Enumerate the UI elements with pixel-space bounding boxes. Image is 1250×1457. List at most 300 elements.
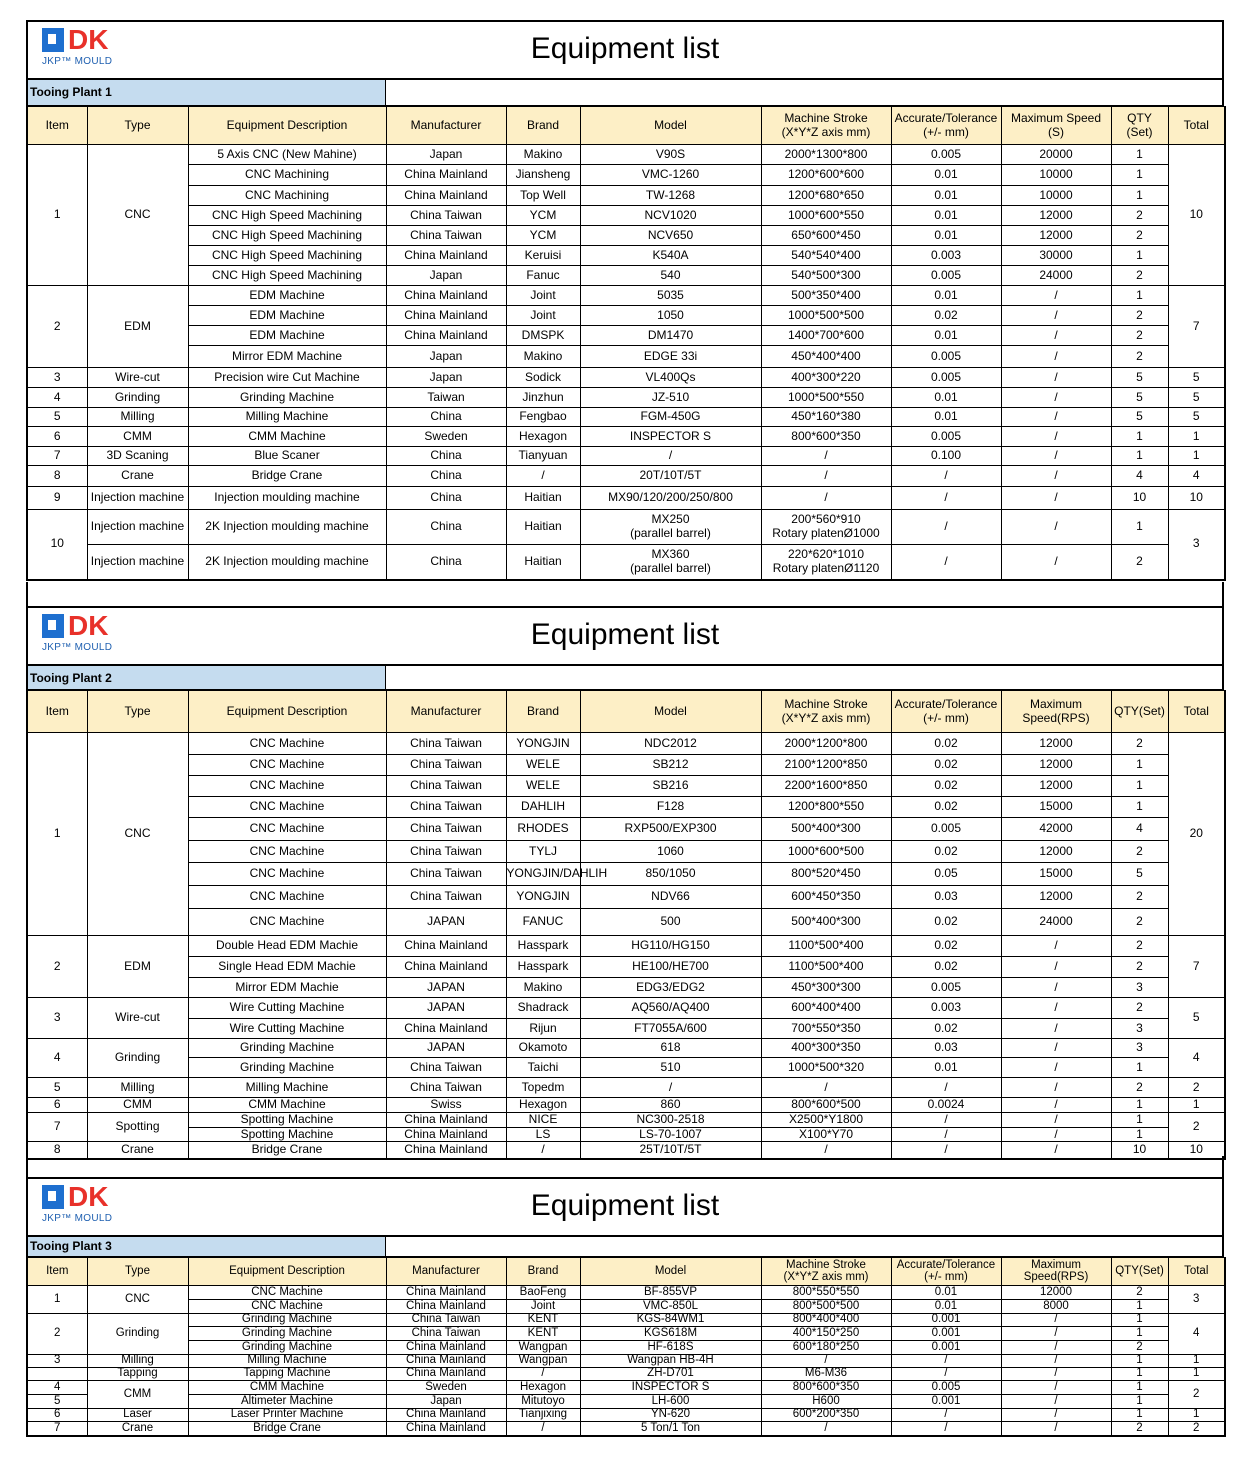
data-cell: NCV1020 bbox=[580, 206, 761, 226]
data-cell: 800*520*450 bbox=[761, 863, 891, 886]
data-cell: FT7055A/600 bbox=[580, 1019, 761, 1039]
column-header: Accurate/Tolerance (+/- mm) bbox=[891, 691, 1001, 733]
total-cell: 1 bbox=[1168, 1098, 1225, 1113]
table-row bbox=[27, 886, 1225, 909]
data-cell: / bbox=[1001, 388, 1111, 408]
column-header: Machine Stroke (X*Y*Z axis mm) bbox=[761, 1258, 891, 1286]
equipment-table-plant-1 bbox=[26, 106, 1226, 581]
table-row bbox=[27, 1368, 1225, 1381]
data-cell: 450*160*380 bbox=[761, 408, 891, 427]
data-cell: Grinding Machine bbox=[188, 1039, 386, 1058]
total-cell: 1 bbox=[1168, 427, 1225, 447]
data-cell: 2 bbox=[1111, 957, 1168, 978]
data-cell: 0.01 bbox=[891, 326, 1001, 346]
table-row bbox=[27, 368, 1225, 388]
column-header: Total bbox=[1168, 691, 1225, 733]
data-cell: 2 bbox=[1111, 886, 1168, 909]
item-number-cell: 4 bbox=[27, 1381, 87, 1395]
type-cell: CNC bbox=[87, 145, 188, 286]
type-cell: CNC bbox=[87, 1286, 188, 1314]
column-header: QTY(Set) bbox=[1111, 1258, 1168, 1286]
data-cell: 4 bbox=[1111, 466, 1168, 487]
data-cell: Wangpan HB-4H bbox=[580, 1355, 761, 1368]
column-header: Total bbox=[1168, 107, 1225, 145]
data-cell: 0.01 bbox=[891, 206, 1001, 226]
plant-2-label-row bbox=[26, 666, 1224, 690]
data-cell: Wire Cutting Machine bbox=[188, 998, 386, 1019]
header-1 bbox=[26, 20, 1224, 80]
column-header: Manufacturer bbox=[386, 107, 506, 145]
data-cell: 12000 bbox=[1001, 226, 1111, 246]
data-cell: / bbox=[1001, 1395, 1111, 1409]
data-cell: 5035 bbox=[580, 286, 761, 306]
type-cell: Spotting bbox=[87, 1112, 188, 1142]
data-cell: 1 bbox=[1111, 165, 1168, 186]
type-cell: CMM bbox=[87, 1098, 188, 1113]
data-cell: Milling Machine bbox=[188, 1078, 386, 1098]
page-title: Equipment list bbox=[530, 32, 720, 65]
column-header: Equipment Description bbox=[188, 107, 386, 145]
type-cell: Grinding bbox=[87, 388, 188, 408]
data-cell: YCM bbox=[506, 206, 580, 226]
column-header: Brand bbox=[506, 107, 580, 145]
data-cell: 0.001 bbox=[891, 1327, 1001, 1341]
data-cell: CNC Machine bbox=[188, 1286, 386, 1300]
plant-2-label: Tooing Plant 2 bbox=[28, 666, 386, 689]
column-header: Model bbox=[580, 1258, 761, 1286]
data-cell: 20T/10T/5T bbox=[580, 466, 761, 487]
data-cell: / bbox=[891, 1422, 1001, 1436]
data-cell: 220*620*1010 Rotary platenØ1120 bbox=[761, 545, 891, 580]
data-cell: Milling Machine bbox=[188, 1355, 386, 1368]
data-cell: / bbox=[761, 1422, 891, 1436]
item-number-cell: 4 bbox=[27, 1039, 87, 1078]
item-number-cell: 6 bbox=[27, 427, 87, 447]
data-cell: 0.01 bbox=[891, 165, 1001, 186]
data-cell: Fengbao bbox=[506, 408, 580, 427]
data-cell: / bbox=[891, 1409, 1001, 1422]
table-row bbox=[27, 447, 1225, 466]
data-cell: 1000*500*550 bbox=[761, 388, 891, 408]
type-cell: CMM bbox=[87, 427, 188, 447]
data-cell: / bbox=[891, 466, 1001, 487]
item-number-cell: 7 bbox=[27, 1422, 87, 1436]
data-cell: 0.02 bbox=[891, 909, 1001, 936]
data-cell: China Mainland bbox=[386, 186, 506, 206]
data-cell: China Taiwan bbox=[386, 1327, 506, 1341]
data-cell: China Taiwan bbox=[386, 776, 506, 797]
data-cell: Japan bbox=[386, 1395, 506, 1409]
data-cell: Injection machine bbox=[87, 545, 188, 580]
data-cell: CMM Machine bbox=[188, 427, 386, 447]
item-number-cell: 9 bbox=[27, 487, 87, 510]
table-row bbox=[27, 427, 1225, 447]
data-cell: 20000 bbox=[1001, 145, 1111, 165]
type-cell: CNC bbox=[87, 733, 188, 936]
data-cell: 1 bbox=[1111, 286, 1168, 306]
data-cell: 1 bbox=[1111, 1314, 1168, 1327]
table-row bbox=[27, 145, 1225, 165]
data-cell: LS bbox=[506, 1127, 580, 1142]
data-cell: AQ560/AQ400 bbox=[580, 998, 761, 1019]
header-2 bbox=[26, 606, 1224, 666]
data-cell: MX360 (parallel barrel) bbox=[580, 545, 761, 580]
data-cell: 4 bbox=[1111, 818, 1168, 841]
table-row bbox=[27, 1286, 1225, 1300]
data-cell: 12000 bbox=[1001, 206, 1111, 226]
data-cell: 2 bbox=[1111, 545, 1168, 580]
data-cell: 800*550*550 bbox=[761, 1286, 891, 1300]
data-cell: FGM-450G bbox=[580, 408, 761, 427]
total-cell: 20 bbox=[1168, 733, 1225, 936]
data-cell: 15000 bbox=[1001, 863, 1111, 886]
plant-3-label: Tooing Plant 3 bbox=[28, 1237, 386, 1256]
column-header: Model bbox=[580, 691, 761, 733]
data-cell: 400*300*220 bbox=[761, 368, 891, 388]
data-cell: 0.02 bbox=[891, 776, 1001, 797]
company-logo: DK JKP™ MOULD bbox=[42, 1181, 113, 1224]
data-cell: Haitian bbox=[506, 545, 580, 580]
data-cell: JAPAN bbox=[386, 909, 506, 936]
data-cell: LH-600 bbox=[580, 1395, 761, 1409]
data-cell: 5 bbox=[1111, 368, 1168, 388]
data-cell: / bbox=[891, 1112, 1001, 1127]
table-row bbox=[27, 1112, 1225, 1127]
data-cell: China bbox=[386, 466, 506, 487]
data-cell: / bbox=[761, 1078, 891, 1098]
data-cell: Keruisi bbox=[506, 246, 580, 266]
data-cell: RXP500/EXP300 bbox=[580, 818, 761, 841]
data-cell: / bbox=[506, 466, 580, 487]
data-cell: CNC Machine bbox=[188, 909, 386, 936]
total-cell: 5 bbox=[1168, 388, 1225, 408]
type-cell: EDM bbox=[87, 286, 188, 368]
data-cell: 0.02 bbox=[891, 755, 1001, 776]
data-cell: 10 bbox=[1111, 487, 1168, 510]
data-cell: / bbox=[1001, 545, 1111, 580]
type-cell: Grinding bbox=[87, 1314, 188, 1355]
data-cell: KENT bbox=[506, 1314, 580, 1327]
data-cell: CNC High Speed Machining bbox=[188, 246, 386, 266]
data-cell: Wangpan bbox=[506, 1355, 580, 1368]
data-cell: 0.01 bbox=[891, 226, 1001, 246]
data-cell: RHODES bbox=[506, 818, 580, 841]
data-cell: 0.100 bbox=[891, 447, 1001, 466]
plant-1-label-row bbox=[26, 80, 1224, 106]
data-cell: 0.02 bbox=[891, 733, 1001, 755]
data-cell: China Taiwan bbox=[386, 1314, 506, 1327]
data-cell: / bbox=[1001, 368, 1111, 388]
data-cell: CNC Machine bbox=[188, 776, 386, 797]
data-cell: Sodick bbox=[506, 368, 580, 388]
table-row bbox=[27, 1409, 1225, 1422]
data-cell: / bbox=[1001, 1058, 1111, 1078]
data-cell: Makino bbox=[506, 145, 580, 165]
column-header: Item bbox=[27, 107, 87, 145]
type-cell: Crane bbox=[87, 1422, 188, 1436]
data-cell: 1 bbox=[1111, 1355, 1168, 1368]
spacer bbox=[26, 1156, 1224, 1178]
data-cell: 2 bbox=[1111, 266, 1168, 286]
data-cell: Wangpan bbox=[506, 1341, 580, 1355]
data-cell: Jiansheng bbox=[506, 165, 580, 186]
data-cell: Fanuc bbox=[506, 266, 580, 286]
data-cell: INSPECTOR S bbox=[580, 427, 761, 447]
data-cell: M6-M36 bbox=[761, 1368, 891, 1381]
data-cell: / bbox=[1001, 487, 1111, 510]
data-cell: Mirror EDM Machine bbox=[188, 346, 386, 368]
data-cell: 500*400*300 bbox=[761, 909, 891, 936]
data-cell: 1 bbox=[1111, 1327, 1168, 1341]
data-cell: 0.003 bbox=[891, 246, 1001, 266]
data-cell: 25T/10T/5T bbox=[580, 1142, 761, 1159]
data-cell: Japan bbox=[386, 145, 506, 165]
data-cell: Top Well bbox=[506, 186, 580, 206]
data-cell: CNC High Speed Machining bbox=[188, 266, 386, 286]
type-cell: Crane bbox=[87, 1142, 188, 1159]
data-cell: China Mainland bbox=[386, 1300, 506, 1314]
data-cell: 1 bbox=[1111, 1058, 1168, 1078]
company-logo: DK JKP™ MOULD bbox=[42, 610, 113, 653]
table-row bbox=[27, 1300, 1225, 1314]
data-cell: 860 bbox=[580, 1098, 761, 1113]
data-cell: EDGE 33i bbox=[580, 346, 761, 368]
total-cell: 10 bbox=[1168, 487, 1225, 510]
data-cell: / bbox=[506, 1142, 580, 1159]
data-cell: EDM Machine bbox=[188, 326, 386, 346]
data-cell: Bridge Crane bbox=[188, 1422, 386, 1436]
item-number-cell: 7 bbox=[27, 1112, 87, 1142]
data-cell: Laser Printer Machine bbox=[188, 1409, 386, 1422]
item-number-cell bbox=[27, 1368, 87, 1381]
table-row bbox=[27, 206, 1225, 226]
data-cell: 10000 bbox=[1001, 186, 1111, 206]
data-cell: Taiwan bbox=[386, 388, 506, 408]
data-cell: 1 bbox=[1111, 1098, 1168, 1113]
column-header: Total bbox=[1168, 1258, 1225, 1286]
data-cell: 500*350*400 bbox=[761, 286, 891, 306]
data-cell: 3 bbox=[1111, 1039, 1168, 1058]
item-number-cell: 7 bbox=[27, 447, 87, 466]
data-cell: / bbox=[1001, 1127, 1111, 1142]
data-cell: Hasspark bbox=[506, 957, 580, 978]
page-title: Equipment list bbox=[530, 618, 720, 651]
data-cell: Makino bbox=[506, 978, 580, 998]
table-row bbox=[27, 1127, 1225, 1142]
data-cell: China Mainland bbox=[386, 1341, 506, 1355]
table-row bbox=[27, 487, 1225, 510]
column-header: Accurate/Tolerance (+/- mm) bbox=[891, 107, 1001, 145]
type-cell: Milling bbox=[87, 1355, 188, 1368]
total-cell: 5 bbox=[1168, 368, 1225, 388]
data-cell: 5 bbox=[1111, 863, 1168, 886]
column-header: Equipment Description bbox=[188, 1258, 386, 1286]
data-cell: China Taiwan bbox=[386, 797, 506, 818]
table-row bbox=[27, 466, 1225, 487]
item-number-cell: 10 bbox=[27, 510, 87, 580]
data-cell: 1400*700*600 bbox=[761, 326, 891, 346]
data-cell: 2 bbox=[1111, 326, 1168, 346]
data-cell: Grinding Machine bbox=[188, 1341, 386, 1355]
total-cell: 4 bbox=[1168, 1314, 1225, 1355]
data-cell: 2 bbox=[1111, 346, 1168, 368]
data-cell: Wire Cutting Machine bbox=[188, 1019, 386, 1039]
data-cell: 0.05 bbox=[891, 863, 1001, 886]
data-cell: 1 bbox=[1111, 186, 1168, 206]
data-cell: YONGJIN bbox=[506, 886, 580, 909]
data-cell: China bbox=[386, 447, 506, 466]
total-cell: 1 bbox=[1168, 447, 1225, 466]
data-cell: 400*300*350 bbox=[761, 1039, 891, 1058]
data-cell: China Taiwan bbox=[386, 841, 506, 863]
data-cell: / bbox=[1001, 1142, 1111, 1159]
data-cell: 1 bbox=[1111, 145, 1168, 165]
total-cell: 10 bbox=[1168, 145, 1225, 286]
data-cell: 2100*1200*850 bbox=[761, 755, 891, 776]
data-cell: 2000*1200*800 bbox=[761, 733, 891, 755]
data-cell: 200*560*910 Rotary platenØ1000 bbox=[761, 510, 891, 545]
table-row bbox=[27, 818, 1225, 841]
header-3 bbox=[26, 1177, 1224, 1237]
table-row bbox=[27, 326, 1225, 346]
data-cell: 2 bbox=[1111, 733, 1168, 755]
data-cell: 1 bbox=[1111, 1381, 1168, 1395]
data-cell: China Mainland bbox=[386, 1019, 506, 1039]
type-cell: Wire-cut bbox=[87, 998, 188, 1039]
data-cell: 3 bbox=[1111, 1019, 1168, 1039]
data-cell: 0.0024 bbox=[891, 1098, 1001, 1113]
data-cell: CNC Machine bbox=[188, 1300, 386, 1314]
data-cell: 800*600*350 bbox=[761, 1381, 891, 1395]
data-cell: BaoFeng bbox=[506, 1286, 580, 1300]
data-cell: China Taiwan bbox=[386, 1058, 506, 1078]
data-cell: 0.01 bbox=[891, 408, 1001, 427]
data-cell: 0.01 bbox=[891, 1286, 1001, 1300]
total-cell: 1 bbox=[1168, 1409, 1225, 1422]
data-cell: 2200*1600*850 bbox=[761, 776, 891, 797]
data-cell: 600*200*350 bbox=[761, 1409, 891, 1422]
total-cell: 4 bbox=[1168, 466, 1225, 487]
data-cell: X2500*Y1800 bbox=[761, 1112, 891, 1127]
data-cell: SB212 bbox=[580, 755, 761, 776]
column-header: Manufacturer bbox=[386, 1258, 506, 1286]
data-cell: CNC Machining bbox=[188, 186, 386, 206]
data-cell: Hexagon bbox=[506, 427, 580, 447]
column-header: Type bbox=[87, 107, 188, 145]
data-cell: Double Head EDM Machie bbox=[188, 936, 386, 957]
total-cell: 5 bbox=[1168, 998, 1225, 1039]
table-row bbox=[27, 408, 1225, 427]
data-cell: JAPAN bbox=[386, 998, 506, 1019]
total-cell: 1 bbox=[1168, 1368, 1225, 1381]
table-row bbox=[27, 1098, 1225, 1113]
data-cell: K540A bbox=[580, 246, 761, 266]
data-cell: 5 bbox=[1111, 388, 1168, 408]
data-cell: / bbox=[506, 1422, 580, 1436]
data-cell: 2 bbox=[1111, 936, 1168, 957]
table-row bbox=[27, 165, 1225, 186]
data-cell: CNC Machine bbox=[188, 797, 386, 818]
data-cell: 0.01 bbox=[891, 1058, 1001, 1078]
type-cell: Wire-cut bbox=[87, 368, 188, 388]
data-cell: CNC Machine bbox=[188, 841, 386, 863]
data-cell: Bridge Crane bbox=[188, 1142, 386, 1159]
data-cell: 618 bbox=[580, 1039, 761, 1058]
data-cell: Grinding Machine bbox=[188, 1327, 386, 1341]
table-row bbox=[27, 1341, 1225, 1355]
data-cell: China Taiwan bbox=[386, 755, 506, 776]
data-cell: / bbox=[1001, 957, 1111, 978]
table-row bbox=[27, 978, 1225, 998]
data-cell: Topedm bbox=[506, 1078, 580, 1098]
column-header: Brand bbox=[506, 691, 580, 733]
data-cell: 540*500*300 bbox=[761, 266, 891, 286]
data-cell: BF-855VP bbox=[580, 1286, 761, 1300]
data-cell: 0.005 bbox=[891, 266, 1001, 286]
data-cell: JAPAN bbox=[386, 978, 506, 998]
item-number-cell: 1 bbox=[27, 1286, 87, 1314]
table-row bbox=[27, 841, 1225, 863]
data-cell: EDG3/EDG2 bbox=[580, 978, 761, 998]
data-cell: / bbox=[761, 1355, 891, 1368]
data-cell: Spotting Machine bbox=[188, 1127, 386, 1142]
data-cell: 0.005 bbox=[891, 145, 1001, 165]
data-cell: 12000 bbox=[1001, 776, 1111, 797]
data-cell: 850/1050 bbox=[580, 863, 761, 886]
data-cell: 2K Injection moulding machine bbox=[188, 545, 386, 580]
total-cell: 2 bbox=[1168, 1381, 1225, 1409]
data-cell: China Taiwan bbox=[386, 818, 506, 841]
column-header: Maximum Speed(RPS) bbox=[1001, 1258, 1111, 1286]
data-cell: China Mainland bbox=[386, 1368, 506, 1381]
data-cell: 1 bbox=[1111, 447, 1168, 466]
item-number-cell: 5 bbox=[27, 408, 87, 427]
data-cell: 1 bbox=[1111, 1409, 1168, 1422]
data-cell: 450*400*400 bbox=[761, 346, 891, 368]
table-row bbox=[27, 909, 1225, 936]
data-cell: China Mainland bbox=[386, 165, 506, 186]
data-cell: 600*180*250 bbox=[761, 1341, 891, 1355]
data-cell: China Mainland bbox=[386, 1422, 506, 1436]
table-row bbox=[27, 1381, 1225, 1395]
data-cell: DM1470 bbox=[580, 326, 761, 346]
data-cell: 0.005 bbox=[891, 818, 1001, 841]
data-cell: LS-70-1007 bbox=[580, 1127, 761, 1142]
item-number-cell: 1 bbox=[27, 145, 87, 286]
data-cell: / bbox=[1001, 1019, 1111, 1039]
item-number-cell: 1 bbox=[27, 733, 87, 936]
data-cell: ZH-D701 bbox=[580, 1368, 761, 1381]
data-cell: CNC Machine bbox=[188, 818, 386, 841]
data-cell: China Taiwan bbox=[386, 226, 506, 246]
data-cell: Joint bbox=[506, 1300, 580, 1314]
data-cell: WELE bbox=[506, 776, 580, 797]
data-cell: H600 bbox=[761, 1395, 891, 1409]
table-row bbox=[27, 186, 1225, 206]
data-cell: FANUC bbox=[506, 909, 580, 936]
data-cell: 1100*500*400 bbox=[761, 936, 891, 957]
data-cell: Injection machine bbox=[87, 510, 188, 545]
data-cell: KGS618M bbox=[580, 1327, 761, 1341]
data-cell: DAHLIH bbox=[506, 797, 580, 818]
data-cell: HF-618S bbox=[580, 1341, 761, 1355]
item-number-cell: 8 bbox=[27, 466, 87, 487]
data-cell: NDC2012 bbox=[580, 733, 761, 755]
data-cell: CNC High Speed Machining bbox=[188, 206, 386, 226]
data-cell: 0.02 bbox=[891, 957, 1001, 978]
data-cell: CMM Machine bbox=[188, 1098, 386, 1113]
data-cell: 1050 bbox=[580, 306, 761, 326]
